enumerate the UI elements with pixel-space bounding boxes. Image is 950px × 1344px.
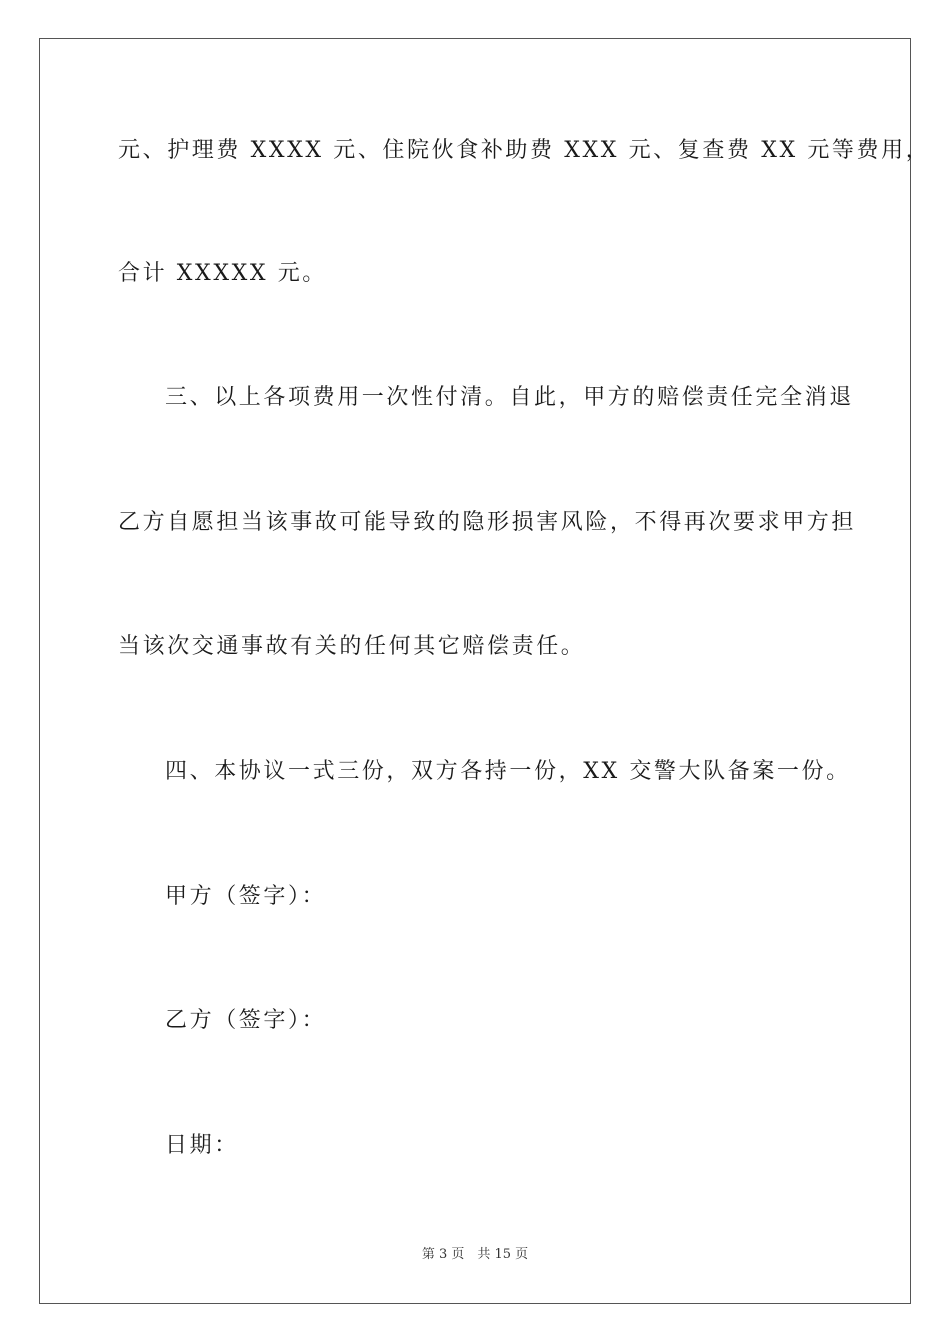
clause-four-line: 四、本协议一式三份，双方各持一份，XX 交警大队备案一份。 — [165, 759, 851, 784]
paragraph-line-expenses: 元、护理费 XXXX 元、住院伙食补助费 XXX 元、复查费 XX 元等费用， — [118, 138, 931, 163]
paragraph-line-total: 合计 XXXXX 元。 — [118, 261, 327, 286]
page-frame — [39, 38, 911, 1304]
clause-three-line-2: 乙方自愿担当该事故可能导致的隐形损害风险，不得再次要求甲方担 — [118, 510, 857, 535]
party-a-signature-label: 甲方（签字）： — [165, 884, 327, 909]
page-number-footer: 第 3 页 共 15 页 — [421, 1247, 529, 1262]
clause-three-line-3: 当该次交通事故有关的任何其它赔偿责任。 — [118, 634, 586, 659]
date-label: 日期： — [165, 1133, 239, 1158]
party-b-signature-label: 乙方（签字）： — [165, 1008, 327, 1033]
clause-three-line-1: 三、以上各项费用一次性付清。自此，甲方的赔偿责任完全消退 — [165, 385, 854, 410]
